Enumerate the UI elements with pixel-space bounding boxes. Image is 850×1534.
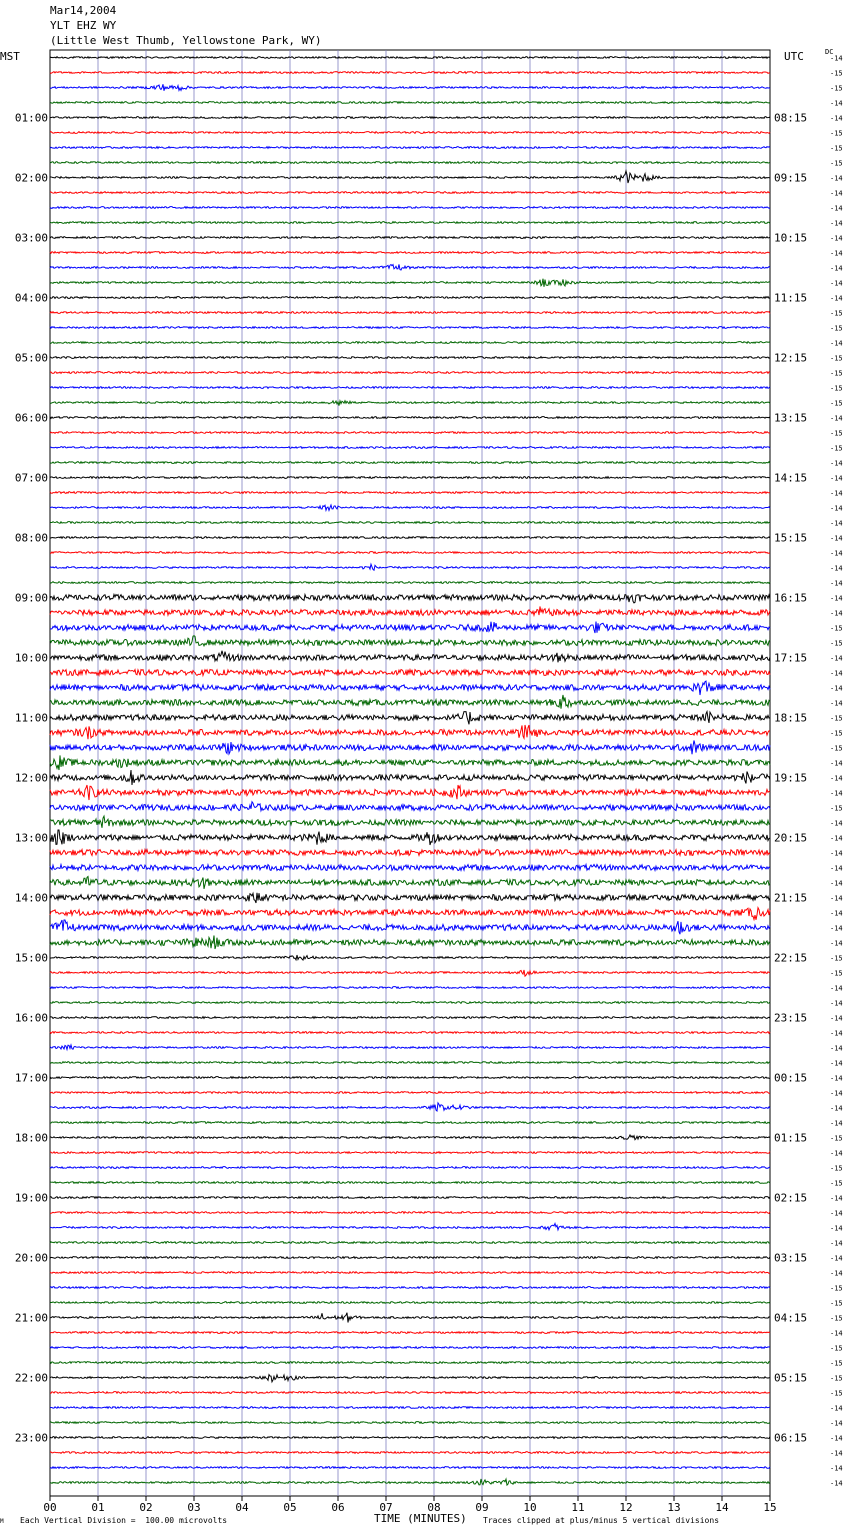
mst-hour-label: 21:00 — [14, 1311, 48, 1325]
seismic-trace — [50, 1347, 770, 1349]
mst-hour-label: 07:00 — [14, 471, 48, 485]
dc-offset-label: -15 — [830, 1284, 843, 1293]
dc-offset-label: -14 — [830, 1209, 843, 1218]
seismic-trace — [50, 1242, 770, 1244]
x-tick-label: 00 — [43, 1501, 57, 1514]
utc-hour-label: 03:15 — [774, 1251, 808, 1265]
dc-offset-label: -14 — [830, 774, 843, 783]
utc-hour-label: 02:15 — [774, 1191, 808, 1205]
seismic-trace — [50, 622, 770, 633]
mst-hour-label: 11:00 — [14, 711, 48, 725]
seismic-trace — [50, 1287, 770, 1289]
x-tick-label: 07 — [379, 1501, 393, 1514]
seismic-trace — [50, 830, 770, 845]
dc-offset-label: -14 — [830, 609, 843, 618]
seismic-trace — [50, 447, 770, 449]
seismic-trace — [50, 955, 770, 960]
seismic-trace — [50, 522, 770, 524]
seismic-trace — [50, 1092, 770, 1094]
x-tick-label: 03 — [187, 1501, 201, 1514]
seismic-trace — [50, 297, 770, 299]
seismic-trace — [50, 102, 770, 104]
dc-offset-label: -14 — [830, 99, 843, 108]
dc-offset-label: -14 — [830, 939, 843, 948]
dc-offset-label: -14 — [830, 1119, 843, 1128]
dc-offset-label: -15 — [830, 369, 843, 378]
dc-offset-label: -15 — [830, 144, 843, 153]
seismic-trace — [50, 279, 770, 287]
dc-offset-label: -14 — [830, 204, 843, 213]
dc-offset-label: -14 — [830, 684, 843, 693]
seismic-trace — [50, 920, 770, 934]
mst-hour-label: 19:00 — [14, 1191, 48, 1205]
utc-hour-label: 16:15 — [774, 591, 808, 605]
seismic-trace — [50, 492, 770, 494]
utc-hour-label: 20:15 — [774, 831, 808, 845]
seismic-trace — [50, 802, 770, 811]
utc-hour-label: 11:15 — [774, 291, 808, 305]
dc-offset-label: -14 — [830, 519, 843, 528]
dc-offset-label: -14 — [830, 219, 843, 228]
utc-hour-label: 05:15 — [774, 1371, 808, 1385]
x-tick-label: 06 — [331, 1501, 345, 1514]
dc-offset-label: -15 — [830, 1164, 843, 1173]
dc-offset-label: -15 — [830, 1314, 843, 1323]
x-tick-label: 05 — [283, 1501, 297, 1514]
utc-hour-label: 04:15 — [774, 1311, 808, 1325]
seismic-trace — [50, 1452, 770, 1454]
seismic-trace — [50, 342, 770, 344]
dc-offset-label: -15 — [830, 69, 843, 78]
dc-offset-label: -14 — [830, 549, 843, 558]
dc-offset-label: -14 — [830, 1089, 843, 1098]
utc-hour-label: 21:15 — [774, 891, 808, 905]
mst-hour-label: 06:00 — [14, 411, 48, 425]
x-axis-label: TIME (MINUTES) — [374, 1512, 467, 1525]
dc-offset-label: -15 — [830, 159, 843, 168]
dc-offset-label: -14 — [830, 249, 843, 258]
seismic-trace — [50, 237, 770, 239]
mst-hour-label: 15:00 — [14, 951, 48, 965]
seismic-trace — [50, 207, 770, 209]
dc-offset-label: -14 — [830, 594, 843, 603]
scale-note: Each Vertical Division = 100.00 microvolts — [20, 1516, 228, 1525]
seismic-trace — [50, 936, 770, 949]
x-tick-label: 08 — [427, 1501, 441, 1514]
seismic-trace — [50, 462, 770, 464]
mst-hour-label: 09:00 — [14, 591, 48, 605]
clip-note: Traces clipped at plus/minus 5 vertical divisions — [483, 1516, 720, 1525]
seismic-trace — [50, 908, 770, 920]
x-tick-label: 15 — [763, 1501, 777, 1514]
dc-offset-label: -14 — [830, 849, 843, 858]
seismic-trace — [50, 84, 770, 91]
dc-offset-label: -14 — [830, 339, 843, 348]
dc-offset-label: -15 — [830, 324, 843, 333]
dc-offset-label: -15 — [830, 444, 843, 453]
seismic-trace — [50, 1182, 770, 1184]
utc-hour-label: 19:15 — [774, 771, 808, 785]
mst-hour-label: 13:00 — [14, 831, 48, 845]
seismic-trace — [50, 816, 770, 828]
seismic-trace — [50, 552, 770, 554]
seismic-trace — [50, 1002, 770, 1004]
mst-hour-label: 01:00 — [14, 111, 48, 125]
seismic-trace — [50, 192, 770, 194]
dc-offset-label: -14 — [830, 1404, 843, 1413]
seismic-trace — [50, 864, 770, 870]
dc-offset-label: -14 — [830, 1254, 843, 1263]
right-timezone-label: UTC — [784, 50, 804, 63]
x-tick-label: 09 — [475, 1501, 489, 1514]
dc-offset-label: -15 — [830, 969, 843, 978]
seismic-trace — [50, 987, 770, 989]
seismic-trace — [50, 1077, 770, 1079]
dc-offset-label: -14 — [830, 1029, 843, 1038]
seismic-trace — [50, 1212, 770, 1214]
dc-offset-label: -14 — [830, 474, 843, 483]
dc-offset-label: -14 — [830, 699, 843, 708]
seismic-trace — [50, 171, 770, 183]
seismic-trace — [50, 147, 770, 149]
x-tick-label: 12 — [619, 1501, 633, 1514]
dc-offset-label: -14 — [830, 264, 843, 273]
seismic-trace — [50, 595, 770, 603]
dc-offset-label: -15 — [830, 714, 843, 723]
seismic-trace — [50, 877, 770, 889]
dc-offset-label: -14 — [830, 234, 843, 243]
mst-hour-label: 02:00 — [14, 171, 48, 185]
seismic-trace — [50, 162, 770, 164]
dc-offset-label: -14 — [830, 1224, 843, 1233]
mst-hour-label: 20:00 — [14, 1251, 48, 1265]
dc-offset-label: -15 — [830, 309, 843, 318]
dc-offset-label: -14 — [830, 504, 843, 513]
seismic-trace — [50, 850, 770, 856]
mst-hour-label: 03:00 — [14, 231, 48, 245]
seismic-trace — [50, 1407, 770, 1409]
dc-offset-label: -15 — [830, 354, 843, 363]
dc-offset-label: -15 — [830, 1359, 843, 1368]
plot-title-station: YLT EHZ WY — [50, 19, 117, 32]
dc-offset-label: -14 — [830, 789, 843, 798]
seismic-trace — [50, 401, 770, 406]
seismic-trace — [50, 1257, 770, 1259]
dc-offset-label: -14 — [830, 534, 843, 543]
dc-offset-label: -14 — [830, 1419, 843, 1428]
mst-hour-label: 08:00 — [14, 531, 48, 545]
dc-offset-label: -14 — [830, 579, 843, 588]
dc-offset-label: -14 — [830, 894, 843, 903]
mst-hour-label: 05:00 — [14, 351, 48, 365]
seismic-trace — [50, 681, 770, 695]
seismic-trace — [50, 1152, 770, 1154]
dc-offset-label: -15 — [830, 1344, 843, 1353]
x-tick-label: 04 — [235, 1501, 249, 1514]
dc-offset-label: -14 — [830, 1464, 843, 1473]
utc-hour-label: 15:15 — [774, 531, 808, 545]
seismic-trace — [50, 1332, 770, 1334]
seismic-trace — [50, 1197, 770, 1199]
mst-hour-label: 22:00 — [14, 1371, 48, 1385]
dc-offset-label: -14 — [830, 189, 843, 198]
trace-group — [50, 57, 770, 1485]
seismic-trace — [50, 1135, 770, 1140]
utc-hour-label: 10:15 — [774, 231, 808, 245]
seismic-trace — [50, 1045, 770, 1049]
dc-offset-label: -14 — [830, 414, 843, 423]
seismic-trace — [50, 222, 770, 224]
utc-hour-label: 01:15 — [774, 1131, 808, 1145]
dc-offset-label: -14 — [830, 114, 843, 123]
utc-hour-label: 14:15 — [774, 471, 808, 485]
x-tick-label: 11 — [571, 1501, 585, 1514]
dc-offset-label: -14 — [830, 654, 843, 663]
seismic-trace — [50, 1302, 770, 1304]
seismic-trace — [50, 1479, 770, 1485]
mst-hour-label: 04:00 — [14, 291, 48, 305]
dc-offset-label: -15 — [830, 84, 843, 93]
mst-hour-label: 10:00 — [14, 651, 48, 665]
seismic-trace — [50, 327, 770, 329]
seismic-trace — [50, 132, 770, 134]
seismic-trace — [50, 264, 770, 270]
dc-offset-label: -14 — [830, 1014, 843, 1023]
dc-offset-label: -15 — [830, 1389, 843, 1398]
mst-hour-label: 18:00 — [14, 1131, 48, 1145]
dc-offset-label: -14 — [830, 294, 843, 303]
corner-mark: M — [0, 1518, 4, 1525]
mst-hour-label: 16:00 — [14, 1011, 48, 1025]
x-tick-label: 10 — [523, 1501, 537, 1514]
seismic-trace — [50, 1392, 770, 1394]
seismic-trace — [50, 651, 770, 663]
dc-offset-label: -14 — [830, 1149, 843, 1158]
dc-offset-label: -14 — [830, 1059, 843, 1068]
utc-hour-label: 18:15 — [774, 711, 808, 725]
seismic-trace — [50, 606, 770, 615]
dc-offset-label: -15 — [830, 639, 843, 648]
mst-hour-label: 17:00 — [14, 1071, 48, 1085]
seismic-trace — [50, 1422, 770, 1424]
dc-offset-label: -14 — [830, 909, 843, 918]
dc-offset-label: -14 — [830, 1449, 843, 1458]
dc-offset-label: -14 — [830, 669, 843, 678]
dc-offset-label: -15 — [830, 729, 843, 738]
dc-offset-label: -14 — [830, 1479, 843, 1488]
dc-offset-label: -15 — [830, 954, 843, 963]
dc-offset-label: -15 — [830, 1374, 843, 1383]
seismic-trace — [50, 1223, 770, 1229]
seismic-trace — [50, 1103, 770, 1111]
dc-offset-label: -14 — [830, 564, 843, 573]
x-tick-label: 01 — [91, 1501, 105, 1514]
utc-hour-label: 06:15 — [774, 1431, 808, 1445]
utc-hour-label: 22:15 — [774, 951, 808, 965]
plot-grid — [50, 50, 770, 1496]
dc-offset-label: -15 — [830, 624, 843, 633]
dc-offset-label: -14 — [830, 1434, 843, 1443]
utc-hour-label: 09:15 — [774, 171, 808, 185]
dc-offset-label: -15 — [830, 429, 843, 438]
seismic-trace — [50, 1467, 770, 1469]
dc-offset-label: -14 — [830, 879, 843, 888]
seismic-trace — [50, 1032, 770, 1034]
dc-offset-label: -14 — [830, 759, 843, 768]
seismic-trace — [50, 312, 770, 314]
seismic-trace — [50, 1375, 770, 1382]
seismic-trace — [50, 1272, 770, 1274]
seismic-trace — [50, 785, 770, 800]
seismic-trace — [50, 1437, 770, 1439]
seismic-trace — [50, 1017, 770, 1019]
seismic-trace — [50, 252, 770, 254]
dc-offset-label: -14 — [830, 174, 843, 183]
seismic-trace — [50, 770, 770, 785]
dc-offset-label: -14 — [830, 1194, 843, 1203]
seismic-trace — [50, 537, 770, 539]
seismic-trace — [50, 432, 770, 434]
seismic-trace — [50, 636, 770, 646]
dc-offset-label: -15 — [830, 804, 843, 813]
seismic-trace — [50, 357, 770, 359]
dc-offset-label: -14 — [830, 1239, 843, 1248]
seismic-trace — [50, 505, 770, 510]
x-tick-label: 13 — [667, 1501, 681, 1514]
dc-offset-label: -15 — [830, 1299, 843, 1308]
dc-offset-label: -14 — [830, 279, 843, 288]
dc-offset-label: -14 — [830, 984, 843, 993]
mst-hour-label: 14:00 — [14, 891, 48, 905]
dc-offset-label: -14 — [830, 1329, 843, 1338]
utc-hour-label: 13:15 — [774, 411, 808, 425]
dc-offset-label: -15 — [830, 744, 843, 753]
seismic-trace — [50, 1313, 770, 1323]
utc-hour-label: 12:15 — [774, 351, 808, 365]
label-group — [15, 55, 843, 1515]
seismic-trace — [50, 741, 770, 755]
dc-offset-label: -14 — [830, 834, 843, 843]
seismic-trace — [50, 712, 770, 725]
x-tick-label: 02 — [139, 1501, 153, 1514]
seismic-trace — [50, 1122, 770, 1124]
seismic-trace — [50, 72, 770, 74]
dc-offset-label: -14 — [830, 54, 843, 63]
seismic-trace — [50, 582, 770, 584]
dc-offset-header: DC — [825, 48, 834, 56]
seismic-trace — [50, 893, 770, 903]
utc-hour-label: 08:15 — [774, 111, 808, 125]
dc-offset-label: -14 — [830, 1044, 843, 1053]
mst-hour-label: 12:00 — [14, 771, 48, 785]
dc-offset-label: -15 — [830, 399, 843, 408]
dc-offset-label: -14 — [830, 819, 843, 828]
plot-date: Mar14,2004 — [50, 4, 117, 17]
dc-offset-label: -15 — [830, 1134, 843, 1143]
plot-subtitle-location: (Little West Thumb, Yellowstone Park, WY) — [50, 34, 322, 47]
utc-hour-label: 00:15 — [774, 1071, 808, 1085]
dc-offset-label: -14 — [830, 924, 843, 933]
seismic-trace — [50, 417, 770, 419]
seismic-trace — [50, 1362, 770, 1364]
seismic-trace — [50, 1167, 770, 1169]
seismic-trace — [50, 564, 770, 570]
dc-offset-label: -14 — [830, 864, 843, 873]
seismic-trace — [50, 57, 770, 59]
x-tick-label: 14 — [715, 1501, 729, 1514]
seismic-trace — [50, 725, 770, 739]
dc-offset-label: -15 — [830, 1179, 843, 1188]
seismic-trace — [50, 477, 770, 479]
dc-offset-label: -14 — [830, 1269, 843, 1278]
seismic-trace — [50, 372, 770, 374]
dc-offset-label: -14 — [830, 999, 843, 1008]
plot-frame — [50, 50, 770, 1496]
seismic-trace — [50, 1062, 770, 1064]
dc-offset-label: -14 — [830, 489, 843, 498]
dc-offset-label: -15 — [830, 384, 843, 393]
seismic-trace — [50, 117, 770, 119]
utc-hour-label: 17:15 — [774, 651, 808, 665]
seismic-trace — [50, 387, 770, 389]
seismic-trace — [50, 695, 770, 709]
seismic-trace — [50, 755, 770, 770]
dc-offset-label: -14 — [830, 459, 843, 468]
utc-hour-label: 23:15 — [774, 1011, 808, 1025]
dc-offset-label: -14 — [830, 1074, 843, 1083]
seismic-trace — [50, 970, 770, 976]
seismic-trace — [50, 669, 770, 675]
left-timezone-label: MST — [0, 50, 20, 63]
dc-offset-label: -14 — [830, 1104, 843, 1113]
mst-hour-label: 23:00 — [14, 1431, 48, 1445]
dc-offset-label: -15 — [830, 129, 843, 138]
